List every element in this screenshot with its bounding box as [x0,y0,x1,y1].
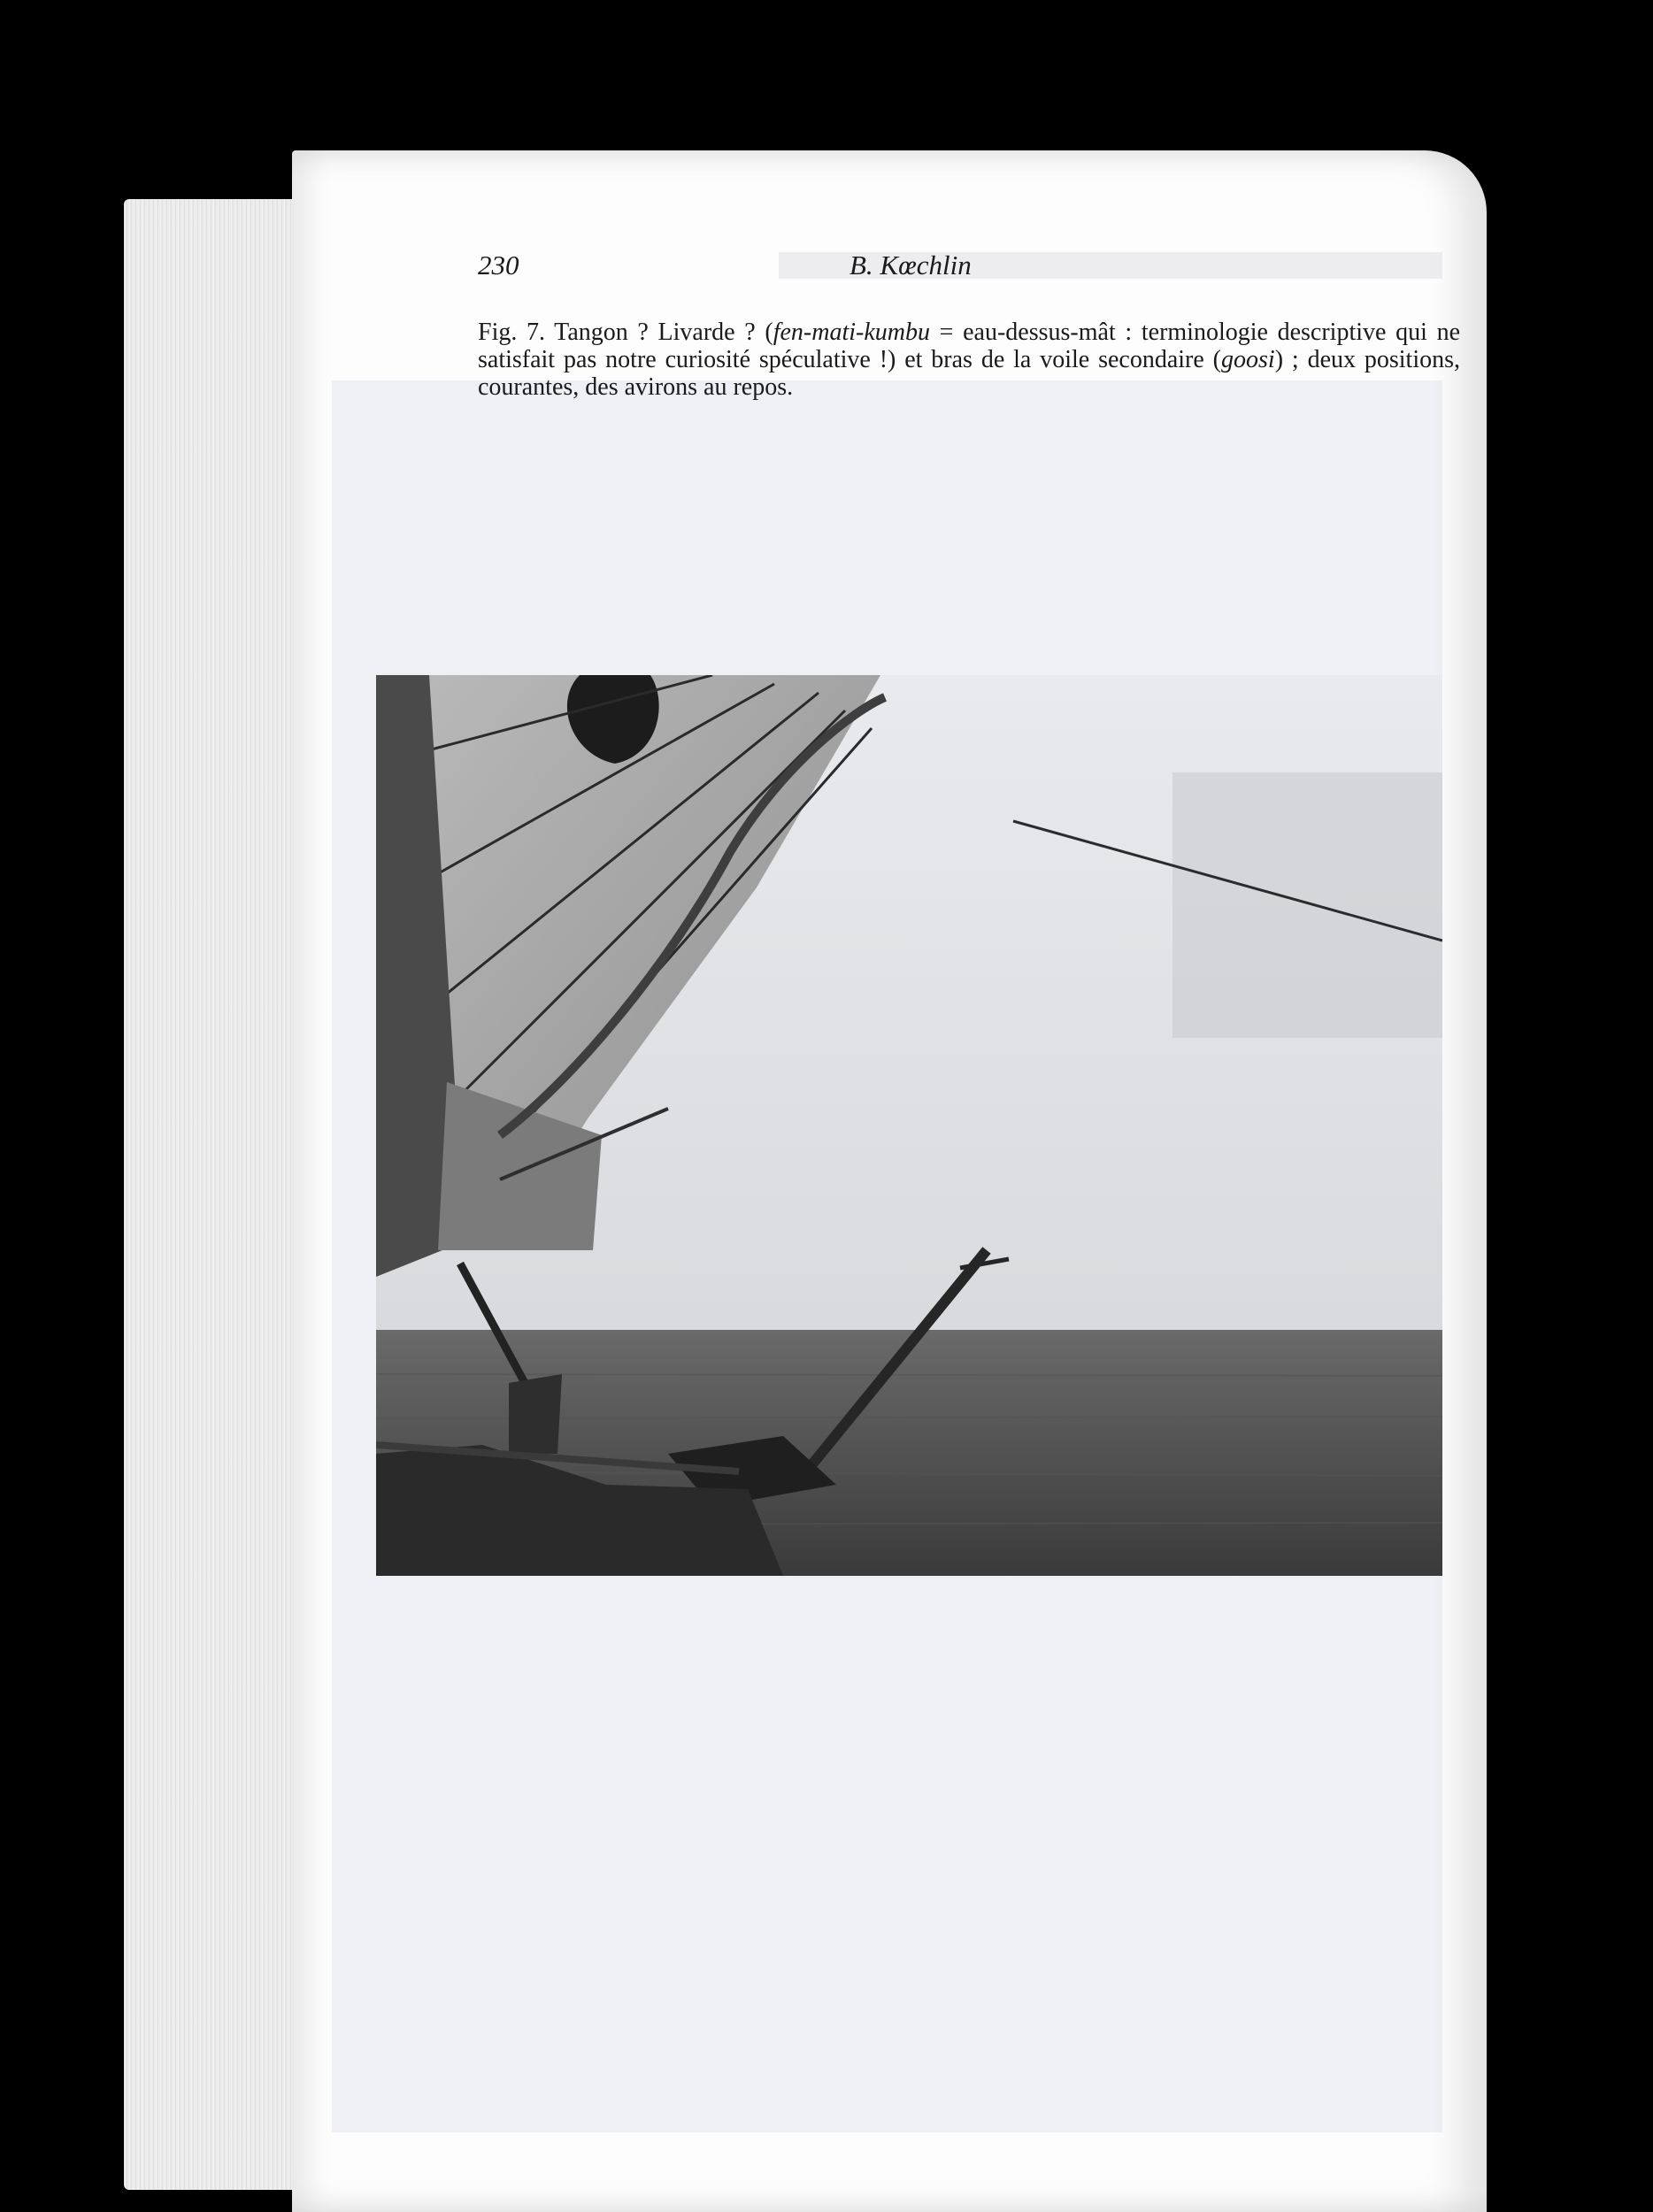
caption-term-goosi: goosi [1221,346,1275,373]
figure-photograph [376,675,1442,1576]
caption-middle: = eau-dessus-mât : terminologie descriptive qui ne satisfait pas notre curiosité spéculative !) et bras de la voile secondaire ( [478,319,1460,373]
running-title: B. Kœchlin [850,250,972,280]
figure-caption [478,319,1460,401]
page-number: 230 [478,250,519,280]
sailboat-photograph-icon [376,675,1442,1576]
book-page-edges [124,199,301,2190]
caption-term-fen-mati-kumbu: fen-mati-kumbu [773,319,930,346]
caption-suffix: ) ; deux positions, courantes, des avirons au repos. [478,346,1460,401]
caption-prefix: Fig. 7. Tangon ? Livarde ? ( [478,319,773,346]
page-header [478,250,1487,285]
